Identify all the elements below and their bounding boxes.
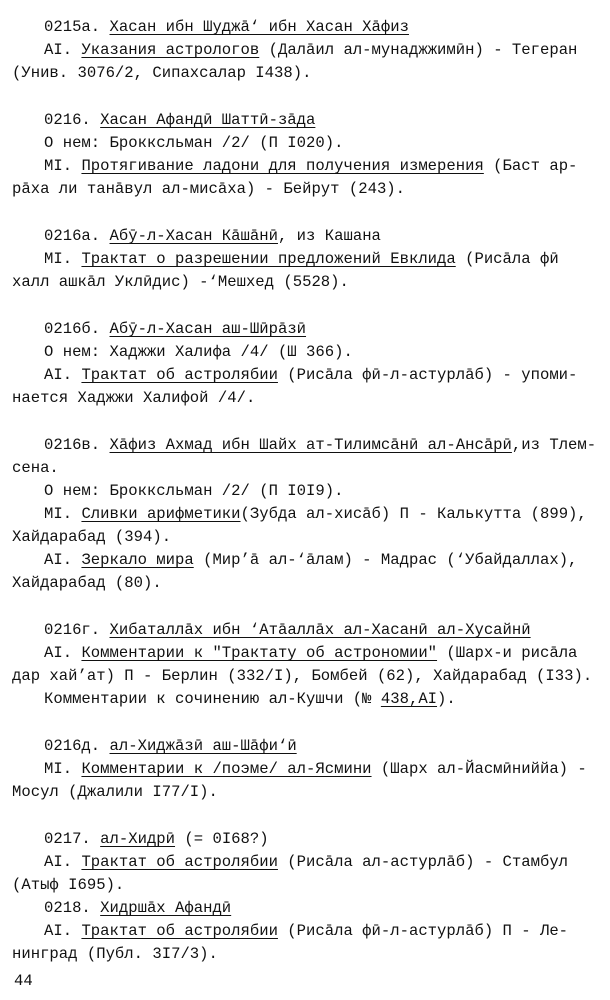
entry-text-line [44,503,602,525]
entry-number: 0216б. [44,320,110,338]
entry-text-line [44,642,602,664]
work-title: Трактат об астролябии [81,366,278,384]
entry-text-line [44,364,602,386]
entry-text-line [44,341,602,363]
entry-text-line [44,480,602,502]
text-segment: ,из Тлем- [511,436,597,454]
text-segment: (Зубда ал-хисāб) П - Калькутта (899), [240,505,587,523]
entry-text-line [44,549,602,571]
work-title: Указания астрологов [81,41,260,59]
author-name: Хибаталлāх ибн ‘Атāаллāх ал-Хасанӣ ал-Хусайнӣ [109,621,531,639]
entry-text-line [12,526,602,548]
text-segment: (Шарх-и рисāла [437,644,578,662]
work-title: Комментарии к /поэме/ ал-Ясмини [81,760,372,778]
entry-heading-line [44,735,602,757]
entry-number: 0217. [44,830,101,848]
text-segment: (= 0I68?) [175,830,269,848]
text-segment: АI. [44,551,82,569]
text-segment: О нем: Хаджжи Халифа /4/ (Ш 366). [44,343,353,361]
author-name: Абӯ-л-Хасан аш-Шӣрāзӣ [109,320,307,338]
entry-text-line [12,943,602,965]
author-name: Хāфиз Ахмад ибн Шайх ат-Тилимсāнӣ ал-Ансāрӣ [109,436,512,454]
author-name: Абӯ-л-Хасан Кāшāнӣ [109,227,278,245]
entry-heading-line [44,619,602,641]
entry-heading-line [44,434,602,456]
entry-text-line [12,781,602,803]
work-title: Сливки арифметики [81,505,241,523]
entry-text-line [44,688,602,710]
entry-number: 0216а. [44,227,110,245]
text-segment: (Мир’ā ал-‘āлам) - Мадрас (‘Убайдаллах), [193,551,578,569]
text-segment: (Шарх ал-Йасмӣниййа) - [371,760,587,778]
text-segment: О нем: Брокксльман /2/ (П I0I9). [44,482,344,500]
entry-text-line [12,387,602,409]
entry-heading-line [44,109,602,131]
text-segment: МI. [44,760,82,778]
text-segment: , из Кашана [277,227,381,245]
entry-heading-line [44,225,602,247]
text-segment: (Рисāла ал-астурлāб) - Стамбул [277,853,569,871]
text-segment: АI. [44,41,82,59]
text-segment: МI. [44,157,82,175]
entry-text-line [12,874,602,896]
text-segment: халл ашкāл Уклӣдис) -‘Мешхед (5528). [12,273,349,291]
text-segment: сена. [12,459,59,477]
entry-heading-line [44,897,602,919]
entry-text-line [44,758,602,780]
text-segment: (Баст ар- [483,157,578,175]
work-title: Зеркало мира [81,551,194,569]
entry-number: 0216г. [44,621,110,639]
author-name: ал-Хидрӣ [100,830,176,848]
text-segment: АI. [44,922,82,940]
entry-text-line [44,920,602,942]
page-number: 44 [14,972,33,990]
text-segment: АI. [44,366,82,384]
entry-heading-line [44,828,602,850]
author-name: Хасан Афандӣ Шаттӣ-зāда [100,111,316,129]
entry-text-line [44,39,602,61]
text-segment: нинград (Публ. 3I7/3). [12,945,218,963]
entry-text-line [12,62,602,84]
entry-heading-line [44,318,602,340]
entry-number: 0216в. [44,436,110,454]
text-segment: (Атыф I695). [12,876,125,894]
entry-heading-line [44,16,602,38]
entry-text-line [44,155,602,177]
text-segment: Хайдарабад (80). [12,574,162,592]
entry-number: 0215а. [44,18,110,36]
entry-text-line [12,271,602,293]
cross-reference: 438,АI [380,690,438,708]
entry-text-line [12,665,602,687]
work-title: Комментарии к "Трактату об астрономии" [81,644,438,662]
text-segment: рāха ли танāвул ал-мисāха) - Бейрут (243). [12,180,406,198]
author-name: ал-Хиджāзӣ аш-Шāфи‘ӣ [109,737,297,755]
work-title: Трактат об астролябии [81,922,278,940]
text-segment: (Унив. 3076/2, Сипахсалар I438). [12,64,312,82]
text-segment: (Далāил ал-мунаджжимӣн) - Тегеран [259,41,578,59]
text-segment: (Рисāла фӣ-л-астурлāб) - упоми- [277,366,578,384]
text-segment: АI. [44,644,82,662]
entry-text-line [44,851,602,873]
entry-text-line [12,457,602,479]
entry-number: 0216. [44,111,101,129]
text-segment: (Рисāла фӣ [455,250,559,268]
author-name: Хасан ибн Шуджā‘ ибн Хасан Хāфиз [109,18,409,36]
text-segment: Хайдарабад (394). [12,528,172,546]
entry-number: 0218. [44,899,101,917]
text-segment: нается Хаджжи Халифой /4/. [12,389,256,407]
text-segment: О нем: Брокксльман /2/ (П I020). [44,134,344,152]
text-segment: (Рисāла фӣ-л-астурлāб) П - Ле- [277,922,569,940]
entry-text-line [44,132,602,154]
author-name: Хидршāх Афандӣ [100,899,232,917]
text-segment: МI. [44,505,82,523]
work-title: Протягивание ладони для получения измерения [81,157,484,175]
entry-text-line [44,248,602,270]
text-segment: дар хай’ат) П - Берлин (332/I), Бомбей (62), Хайдарабад (I33). [12,667,593,685]
text-segment: МI. [44,250,82,268]
entry-text-line [12,572,602,594]
text-segment: Комментарии к сочинению ал-Кушчи (№ [44,690,381,708]
work-title: Трактат об астролябии [81,853,278,871]
text-segment: ). [437,690,456,708]
text-segment: АI. [44,853,82,871]
entry-number: 0216д. [44,737,110,755]
entry-text-line [12,178,602,200]
text-segment: Мосул (Джалили I77/I). [12,783,218,801]
work-title: Трактат о разрешении предложений Евклида [81,250,456,268]
